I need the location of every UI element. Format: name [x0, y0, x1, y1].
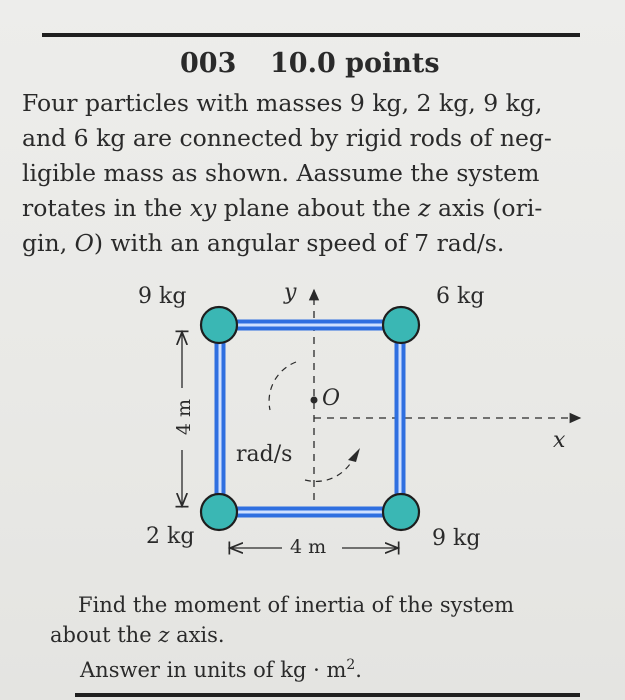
diagram-drawing	[0, 270, 625, 570]
height-dimension-label: 4 m	[173, 398, 196, 436]
variable-xy: xy	[189, 194, 217, 222]
question-line: Find the moment of inertia of the system	[78, 593, 515, 617]
top-divider	[42, 33, 580, 37]
problem-line	[22, 191, 602, 226]
problem-line: ligible mass as shown. Aassume the system	[22, 159, 540, 187]
particle-top-left	[201, 307, 237, 343]
mass-label-top-left: 9 kg	[138, 284, 187, 309]
problem-line: Four particles with masses 9 kg, 2 kg, 9 kg,	[22, 89, 543, 117]
mass-label-bottom-right: 9 kg	[432, 526, 481, 551]
x-axis-label: x	[553, 428, 566, 453]
width-dimension-label: 4 m	[290, 536, 327, 558]
problem-statement	[22, 86, 602, 261]
variable-origin: O	[74, 229, 94, 257]
bottom-divider	[75, 693, 580, 697]
y-axis-label: y	[284, 280, 297, 305]
particle-bottom-left	[201, 494, 237, 530]
question-number: 003	[180, 48, 237, 79]
text-run: ) with an angular speed of 7 rad/s.	[93, 229, 505, 257]
particle-bottom-right	[383, 494, 419, 530]
text-run: axis (ori-	[430, 194, 543, 222]
origin-point	[311, 397, 318, 404]
text-run: Answer in units of kg · m	[80, 658, 347, 682]
problem-line	[22, 226, 602, 261]
mass-label-top-right: 6 kg	[436, 284, 485, 309]
angular-speed-label: rad/s	[236, 442, 293, 467]
text-run: rotates in the	[22, 194, 190, 222]
mass-label-bottom-left: 2 kg	[146, 524, 195, 549]
text-run: axis.	[169, 623, 225, 647]
question-line	[50, 620, 590, 650]
text-run: plane about the	[216, 194, 419, 222]
problem-line: and 6 kg are connected by rigid rods of neg-	[22, 124, 552, 152]
rotation-arrowhead	[348, 448, 360, 462]
question-prompt	[50, 590, 590, 685]
text-run: .	[355, 658, 362, 682]
text-run: about the	[50, 623, 159, 647]
variable-z: z	[418, 194, 431, 222]
origin-label: O	[322, 386, 341, 411]
variable-z: z	[158, 623, 170, 647]
answer-units-line	[50, 650, 590, 685]
text-run: gin,	[22, 229, 75, 257]
particle-top-right	[383, 307, 419, 343]
unit-exponent: 2	[346, 657, 356, 673]
rigid-body-diagram	[0, 270, 625, 570]
question-points: 10.0 points	[270, 48, 440, 79]
